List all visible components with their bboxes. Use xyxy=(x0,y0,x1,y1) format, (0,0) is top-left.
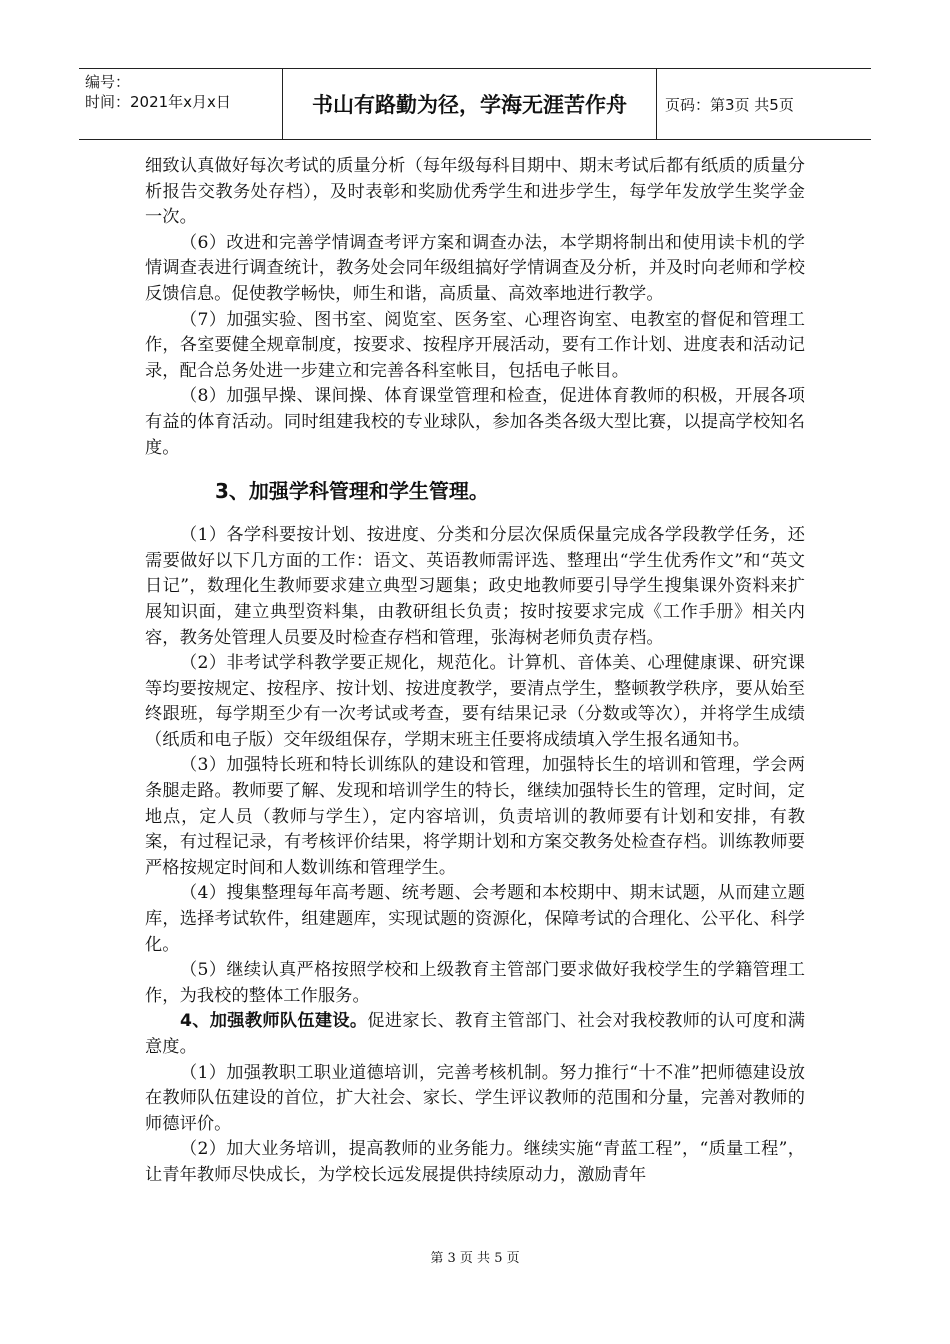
paragraph-subject-3: （3）加强特长班和特长训练队的建设和管理，加强特长生的培训和管理，学会两条腿走路。教师要了解、发现和培训学生的特长，继续加强特长生的管理，定时间，定地点，定人员（教师与学生），定内容培训，负责培训的教师要有计划和安排，有教案，有过程记录，有考核评价结果，将学期计划和方案交教务处检查存档。训练教师要严格按规定时间和人数训练和管理学生。 xyxy=(145,755,805,878)
paragraph-continued: 细致认真做好每次考试的质量分析（每年级每科目期中、期末考试后都有纸质的质量分析报告交教务处存档），及时表彰和奖励优秀学生和进步学生，每学年发放学生奖学金一次。 xyxy=(145,156,805,228)
section-heading-4: 4、加强教师队伍建设。 xyxy=(180,1011,368,1032)
paragraph-item-8: （8）加强早操、课间操、体育课堂管理和检查，促进体育教师的积极，开展各项有益的体育活动。同时组建我校的专业球队，参加各类各级大型比赛，以提高学校知名度。 xyxy=(145,386,805,458)
document-body xyxy=(145,154,805,1189)
paragraph-teacher-2: （2）加大业务培训，提高教师的业务能力。继续实施“青蓝工程”，“质量工程”，让青年教师尽快成长，为学校长远发展提供持续原动力，激励青年 xyxy=(145,1139,805,1185)
header-meta xyxy=(79,69,283,139)
paragraph-subject-4: （4）搜集整理每年高考题、统考题、会考题和本校期中、期末试题，从而建立题库，选择考试软件，组建题库，实现试题的资源化，保障考试的合理化、公平化、科学化。 xyxy=(145,883,805,955)
paragraph-subject-5: （5）继续认真严格按照学校和上级教育主管部门要求做好我校学生的学籍管理工作，为我校的整体工作服务。 xyxy=(145,960,805,1006)
paragraph-teacher-1: （1）加强教职工职业道德培训，完善考核机制。努力推行“十不准”把师德建设放在教师队伍建设的首位，扩大社会、家长、学生评议教师的范围和分量，完善对教师的师德评价。 xyxy=(145,1062,805,1134)
paragraph-subject-1: （1）各学科要按计划、按进度、分类和分层次保质保量完成各学段教学任务，还需要做好以下几方面的工作：语文、英语教师需评选、整理出“学生优秀作文”和“英文日记”，数理化生教师要求建立典型习题集；政史地教师要引导学生搜集课外资料来扩展知识面，建立典型资料集，由教研组长负责；按时按要求完成《工作手册》相关内容，教务处管理人员要及时检查存档和管理，张海树老师负责存档。 xyxy=(145,525,805,648)
section-heading-3: 3、加强学科管理和学生管理。 xyxy=(215,479,489,504)
paragraph-item-6: （6）改进和完善学情调查考评方案和调查办法，本学期将制出和使用读卡机的学情调查表进行调查统计，教务处会同年级组搞好学情调查及分析，并及时向老师和学校反馈信息。促使教学畅快，师生和谐，高质量、高效率地进行教学。 xyxy=(145,232,805,304)
header-motto: 书山有路勤为径，学海无涯苦作舟 xyxy=(283,69,657,139)
header-page-info: 页码：第3页 共5页 xyxy=(665,95,794,114)
page-header xyxy=(79,68,871,140)
page-footer: 第 3 页 共 5 页 xyxy=(430,1251,520,1266)
section-heading-4-text: 促进家长、教育主管部门、社会对我校教师的认可度和满意度。 xyxy=(145,1011,805,1057)
paragraph-subject-2: （2）非考试学科教学要正规化，规范化。计算机、音体美、心理健康课、研究课等均要按规定、按程序、按计划、按进度教学，要清点学生，整顿教学秩序，要从始至终跟班，每学期至少有一次考试或考查，要有结果记录（分数或等次），并将学生成绩（纸质和电子版）交年级组保存，学期末班主任要将成绩填入学生报名通知书。 xyxy=(145,653,805,750)
section-heading-4-paragraph xyxy=(145,1009,805,1060)
time-label: 时间：2021年x月x日 xyxy=(85,93,231,111)
paragraph-item-7: （7）加强实验、图书室、阅览室、医务室、心理咨询室、电教室的督促和管理工作，各室要健全规章制度，按要求、按程序开展活动，要有工作计划、进度表和活动记录，配合总务处进一步建立和完善各科室帐目，包括电子帐目。 xyxy=(145,309,805,381)
number-label: 编号： xyxy=(85,73,131,91)
